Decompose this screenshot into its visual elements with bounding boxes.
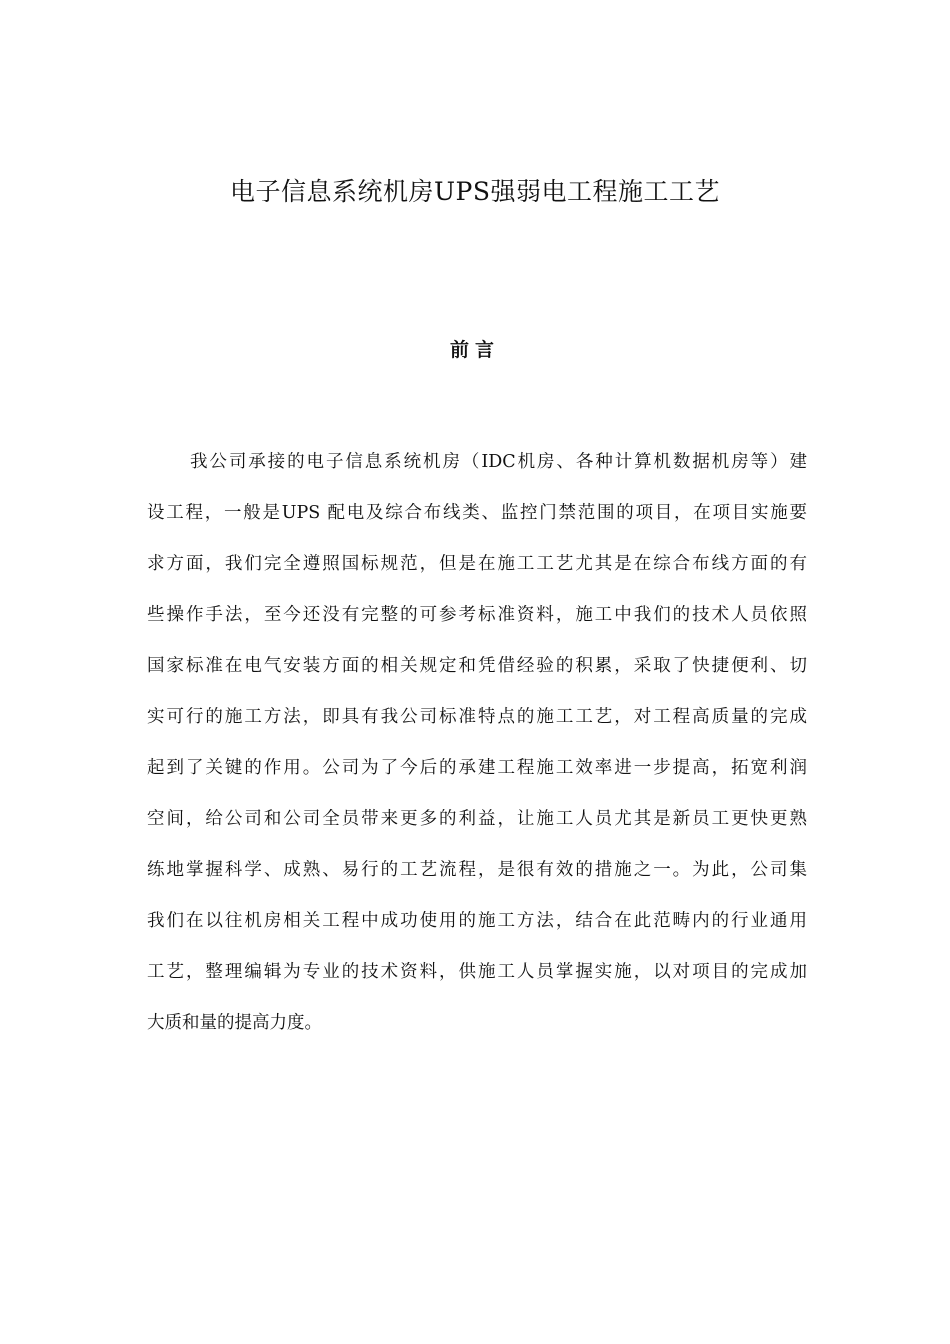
paragraph-line: 我们在以往机房相关工程中成功使用的施工方法，结合在此范畴内的行业通用 xyxy=(147,911,807,931)
paragraph-line: 些操作手法，至今还没有完整的可参考标准资料，施工中我们的技术人员依照 xyxy=(147,605,807,625)
paragraph-line: 工艺，整理编辑为专业的技术资料，供施工人员掌握实施，以对项目的完成加 xyxy=(147,962,807,982)
paragraph-line: 设工程，一般是UPS 配电及综合布线类、监控门禁范围的项目，在项目实施要 xyxy=(147,503,807,523)
document-title: 电子信息系统机房UPS强弱电工程施工工艺 xyxy=(229,177,721,206)
paragraph-line: 求方面，我们完全遵照国标规范，但是在施工工艺尤其是在综合布线方面的有 xyxy=(147,554,807,574)
section-heading-preface: 前言 xyxy=(449,339,500,361)
paragraph-line: 大质和量的提高力度。 xyxy=(147,1013,322,1033)
paragraph-line: 我公司承接的电子信息系统机房（IDC机房、各种计算机数据机房等）建 xyxy=(190,452,807,472)
paragraph-line: 国家标准在电气安装方面的相关规定和凭借经验的积累，采取了快捷便利、切 xyxy=(147,656,807,676)
paragraph-line: 实可行的施工方法，即具有我公司标准特点的施工工艺，对工程高质量的完成 xyxy=(147,707,807,727)
paragraph-line: 空间，给公司和公司全员带来更多的利益，让施工人员尤其是新员工更快更熟 xyxy=(147,809,807,829)
paragraph-line: 起到了关键的作用。公司为了今后的承建工程施工效率进一步提高，拓宽利润 xyxy=(147,758,807,778)
paragraph-line: 练地掌握科学、成熟、易行的工艺流程，是很有效的措施之一。为此，公司集 xyxy=(147,860,807,880)
